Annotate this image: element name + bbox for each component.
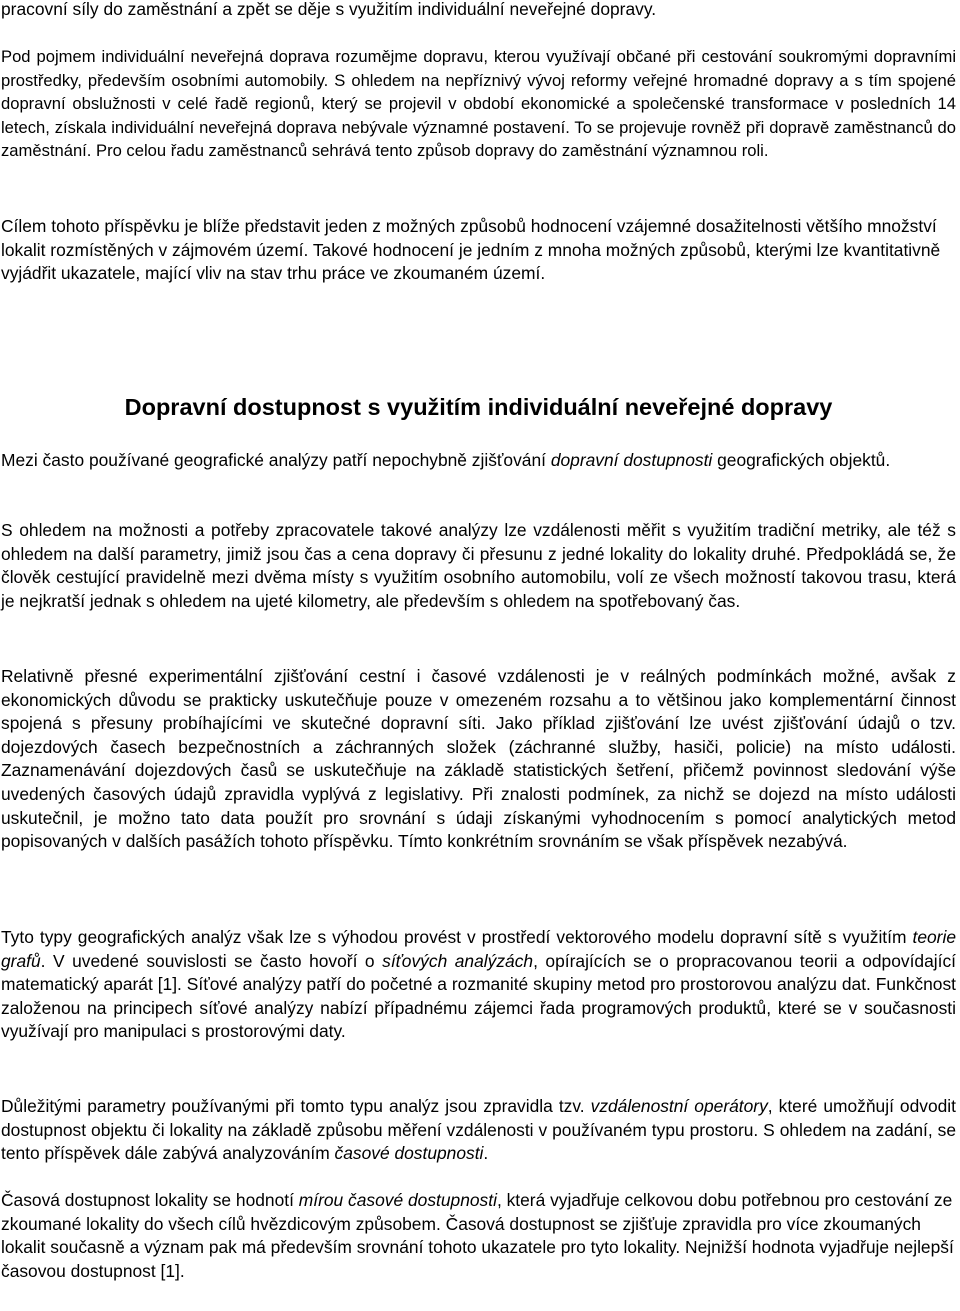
paragraph-geographic-analyses (1, 449, 956, 473)
paragraph-text: Mezi často používané geografické analýzy patří nepochybně zjišťování (1, 450, 551, 470)
emphasis-term: dopravní dostupnosti (550, 450, 713, 470)
paragraph-time-accessibility (1, 1189, 956, 1283)
paragraph-aim: Cílem tohoto příspěvku je blíže představit jeden z možných způsobů hodnocení vzájemné dosažitelnosti většího množství lokalit rozmístěných v zájmovém území. Takové hodnocení je jedním z mnoha možných způsobů, kterými lze kvantitativně vyjádřit ukazatele, mající vliv na stav trhu práce ve zkoumaném území. (1, 216, 941, 284)
emphasis-term: teorie grafů (1, 927, 956, 971)
paragraph-text: , které umožňují odvodit dostupnost objektu či lokality na základě způsobu měření vzdálenosti v používaném typu prostoru. S ohledem na zadání, se tento příspěvek dále zabývá analyzováním (1, 1096, 957, 1164)
emphasis-term: vzdálenostní operátory (590, 1096, 768, 1116)
paragraph-distance-operators (1, 1095, 956, 1166)
intro-line: pracovní síly do zaměstnání a zpět se děje s využitím individuální neveřejné dopravy. (1, 0, 657, 19)
paragraph-experimental-measurement: Relativně přesné experimentální zjišťování cestní i časové vzdálenosti je v reálných podmínkách možné, avšak z ekonomických důvodu se prakticky uskutečňuje pouze v omezeném rozsahu a to většinou jako komplementární činnost spojená s přesuny probíhajícími ve skutečné dopravní síti. Jako příklad zjišťování lze uvést zjišťování údajů o tzv. dojezdových časech bezpečnostních a záchranných složek (záchranné služby, hasiči, policie) na místo události. Zaznamenávání dojezdových časů se uskutečňuje na základě statistických šetření, přičemž povinnost sledování výše uvedených časových údajů zpravidla vyplývá z legislativy. Při znalosti podmínek, za nichž se dojezd na místo události uskutečnil, je možno tato data použít pro srovnání s údaji získanými vyhodnocením s pomocí analytických metod popisovaných v dalších pasážích tohoto příspěvku. Tímto konkrétním srovnáním se však příspěvek nezabývá. (1, 666, 956, 852)
emphasis-term: časové dostupnosti (334, 1143, 484, 1164)
emphasis-term: mírou časové dostupnosti (298, 1190, 497, 1210)
paragraph-individual-transport: Pod pojmem individuální neveřejná doprava rozumějme dopravu, kterou využívají občané při cestování soukromými dopravními prostředky, především osobními automobily. S ohledem na nepříznivý vývoj reformy veřejné hromadné dopravy a s tím spojené dopravní obslužnosti v celé řadě regionů, který se projevil v období ekonomické a společenské transformace v posledních 14 letech, získala individuální neveřejná doprava nebývale významné postavení. To se projevuje rovněž při dopravě zaměstnanců do zaměstnání. Pro celou řadu zaměstnanců sehrává tento způsob dopravy do zaměstnání významnou roli. (1, 47, 956, 161)
paragraph-graph-theory (1, 926, 956, 1044)
paragraph-text: , která vyjadřuje celkovou dobu potřebnou pro cestování ze zkoumané lokality do všech cílů hvězdicovým způsobem. Časová dostupnost se zjišťuje zpravidla pro více zkoumaných lokalit současně a význam pak má především srovnání tohoto ukazatele pro tyto lokality. Nejnižší hodnota vyjadřuje nejlepší časovou dostupnost [1]. (1, 1190, 954, 1281)
paragraph-text: , opírajících se o propracovanou teorii a odpovídající matematický aparát [1]. Síťové analýzy patří do početné a rozmanité skupiny metod pro prostorovou analýzu dat. Funkčnost založenou na principech síťové analýzy nabízí případnému zájemci řada programových produktů, které se v současnosti využívají pro manipulaci s prostorovými daty. (1, 950, 956, 1042)
paragraph-text: Časová dostupnost lokality se hodnotí (1, 1190, 299, 1210)
paragraph-text: . V uvedené souvislosti se často hovoří o (40, 950, 383, 971)
section-heading: Dopravní dostupnost s využitím individuální neveřejné dopravy (124, 394, 833, 420)
paragraph-text: Důležitými parametry používanými při tomto typu analýz jsou zpravidla tzv. (1, 1096, 591, 1116)
emphasis-term: síťových analýzách (382, 950, 534, 971)
paragraph-text: geografických objektů. (712, 450, 891, 470)
paragraph-text: Tyto typy geografických analýz však lze s výhodou provést v prostředí vektorového modelu dopravní sítě s využitím (1, 927, 913, 947)
paragraph-text: . (483, 1143, 489, 1164)
paragraph-distance-metrics: S ohledem na možnosti a potřeby zpracovatele takové analýzy lze vzdálenosti měřit s využitím tradiční metriky, ale též s ohledem na další parametry, jimiž jsou čas a cena dopravy či přesunu z jedné lokality do lokality druhé. Předpokládá se, že člověk cestující pravidelně mezi dvěma místy s využitím osobního automobilu, volí ze všech možností takovou trasu, která je nejkratší jednak s ohledem na ujeté kilometry, ale především s ohledem na spotřebovaný čas. (1, 520, 956, 611)
